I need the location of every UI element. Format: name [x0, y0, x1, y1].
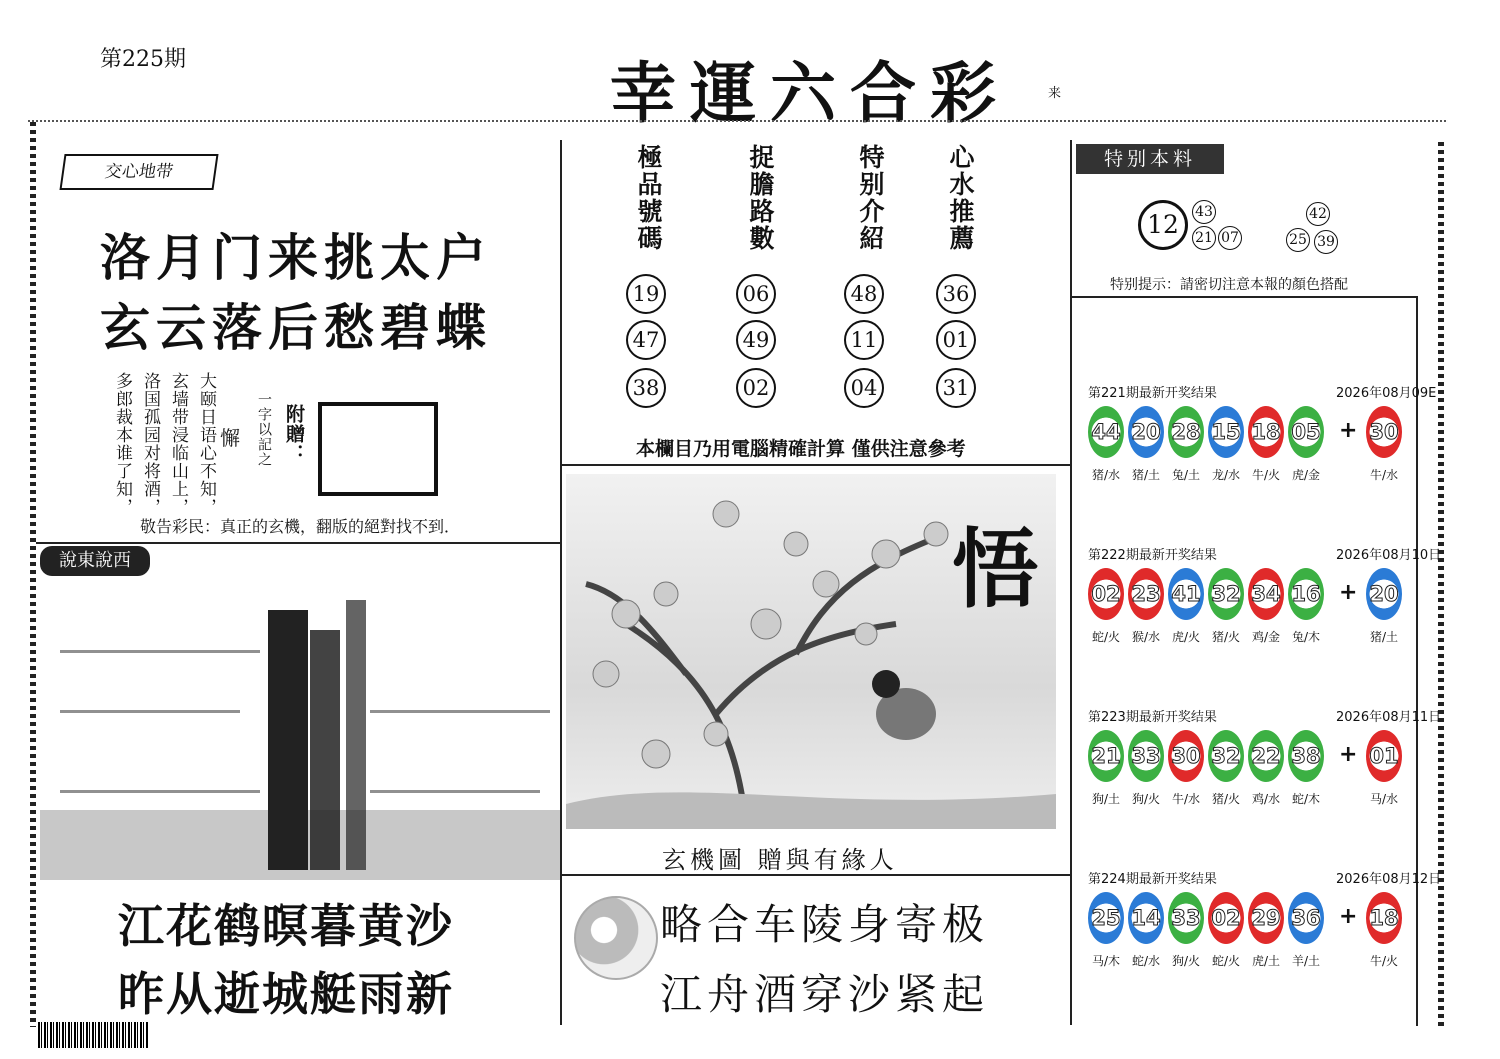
zodiac-label: 狗/火	[1131, 792, 1161, 806]
column-number: 36	[936, 274, 976, 314]
zodiac-label: 兔/木	[1291, 630, 1321, 644]
lottery-ball: 18	[1248, 406, 1284, 458]
column-header-4: 心水推薦	[946, 144, 975, 252]
painting-character: 悟	[952, 519, 1038, 620]
special-number: 42	[1306, 202, 1330, 226]
lottery-ball: 28	[1168, 406, 1204, 458]
poem-line-1: 洛月门来挑太户	[100, 228, 492, 287]
barcode	[38, 1022, 148, 1048]
column-header-1: 極品號碼	[634, 144, 663, 252]
issue-number: 第225期	[100, 47, 186, 72]
special-main-number: 12	[1138, 200, 1188, 250]
column-number: 31	[936, 368, 976, 408]
notice-text: 敬告彩民：真正的玄機，翻版的絕對找不到．	[140, 517, 461, 536]
lottery-ball: 02	[1208, 892, 1244, 944]
column-number: 47	[626, 320, 666, 360]
lower-poem-line-2: 昨从逝城艇雨新	[118, 967, 454, 1021]
lottery-ball: 15	[1208, 406, 1244, 458]
zodiac-label: 虎/火	[1171, 630, 1201, 644]
poem-line-2: 玄云落后愁碧蝶	[100, 298, 492, 357]
riddle-col-1: 大颐日语心不知，	[196, 372, 216, 516]
column-header-3: 特别介紹	[856, 144, 885, 252]
plus-sign: +	[1339, 904, 1358, 929]
zodiac-label: 虎/金	[1291, 468, 1321, 482]
lottery-ball: 30	[1168, 730, 1204, 782]
lottery-ball: 05	[1288, 406, 1324, 458]
lottery-ball: 22	[1248, 730, 1284, 782]
special-ball: 30	[1366, 406, 1402, 458]
zodiac-label: 蛇/水	[1131, 954, 1161, 968]
divider	[562, 874, 1070, 876]
lottery-ball: 29	[1248, 892, 1284, 944]
special-zodiac-label: 马/水	[1369, 792, 1399, 806]
plus-sign: +	[1339, 742, 1358, 767]
special-ball: 18	[1366, 892, 1402, 944]
zodiac-label: 狗/火	[1171, 954, 1201, 968]
zodiac-label: 龙/水	[1211, 468, 1241, 482]
lower-poem-line-1: 江花鹤暝暮黄沙	[118, 899, 454, 953]
riddle-col-3: 洛国孤园对将酒，	[140, 372, 160, 516]
column-number: 38	[626, 368, 666, 408]
left-border	[30, 122, 36, 1027]
special-zodiac-label: 猪/土	[1369, 630, 1399, 644]
column-number: 19	[626, 274, 666, 314]
zodiac-label: 蛇/火	[1091, 630, 1121, 644]
section-tag-talk: 說東說西	[40, 546, 150, 576]
column-number: 02	[736, 368, 776, 408]
lottery-ball: 23	[1128, 568, 1164, 620]
zodiac-label: 猴/水	[1131, 630, 1161, 644]
zodiac-label: 猪/火	[1211, 792, 1241, 806]
special-number: 25	[1286, 228, 1310, 252]
divider	[1416, 296, 1418, 1026]
lottery-ball: 21	[1088, 730, 1124, 782]
zodiac-label: 蛇/火	[1211, 954, 1241, 968]
plus-sign: +	[1339, 418, 1358, 443]
zodiac-label: 鸡/金	[1251, 630, 1281, 644]
draw-title: 第221期最新开奖结果	[1088, 386, 1217, 401]
lottery-ball: 41	[1168, 568, 1204, 620]
painting-caption: 玄機圖 贈與有緣人	[662, 846, 898, 874]
attach-label: 附贈：	[283, 404, 305, 464]
divider	[36, 542, 562, 544]
riddle-col-4: 多郎裁本谁了知，	[112, 372, 132, 516]
lottery-ball: 02	[1088, 568, 1124, 620]
mid-poem-line-2: 江舟酒穿沙紧起	[660, 970, 990, 1019]
side-note: 一字以記之	[256, 392, 272, 467]
divider	[560, 140, 562, 1025]
special-number: 39	[1314, 230, 1338, 254]
column-number: 06	[736, 274, 776, 314]
zodiac-label: 猪/火	[1211, 630, 1241, 644]
zodiac-label: 牛/火	[1251, 468, 1281, 482]
special-ball: 01	[1366, 730, 1402, 782]
zodiac-label: 马/木	[1091, 954, 1121, 968]
section-tag-heart: 交心地带	[59, 154, 218, 190]
lottery-ball: 33	[1128, 730, 1164, 782]
page-title: 幸運六合彩	[610, 54, 1010, 132]
column-number: 49	[736, 320, 776, 360]
column-number: 04	[844, 368, 884, 408]
zodiac-label: 猪/水	[1091, 468, 1121, 482]
lottery-ball: 36	[1288, 892, 1324, 944]
attach-box	[318, 402, 438, 496]
right-border	[1438, 142, 1444, 1027]
zodiac-label: 猪/土	[1131, 468, 1161, 482]
column-number: 01	[936, 320, 976, 360]
special-ball: 20	[1366, 568, 1402, 620]
lottery-ball: 34	[1248, 568, 1284, 620]
lottery-ball: 25	[1088, 892, 1124, 944]
lottery-ball: 32	[1208, 730, 1244, 782]
side-word: 懈	[220, 426, 240, 450]
scanned-text-block	[40, 590, 560, 880]
riddle-col-2: 玄墙带浸临山上，	[168, 372, 188, 516]
plus-sign: +	[1339, 580, 1358, 605]
zodiac-label: 兔/土	[1171, 468, 1201, 482]
column-number: 11	[844, 320, 884, 360]
special-number: 07	[1218, 226, 1242, 250]
special-hint: 特别提示：請密切注意本報的顏色搭配	[1110, 277, 1348, 293]
computation-note: 本欄目乃用電腦精確計算 僅供注意參考	[636, 438, 966, 460]
special-zodiac-label: 牛/火	[1369, 954, 1399, 968]
draw-title: 第223期最新开奖结果	[1088, 710, 1217, 725]
column-number: 48	[844, 274, 884, 314]
column-header-2: 捉膽路數	[746, 144, 775, 252]
divider	[1070, 140, 1072, 1025]
draw-date: 2026年08月11日	[1336, 710, 1442, 725]
special-number: 21	[1192, 226, 1216, 250]
lottery-ball: 14	[1128, 892, 1164, 944]
zodiac-label: 羊/土	[1291, 954, 1321, 968]
zodiac-label: 牛/水	[1171, 792, 1201, 806]
lottery-ball: 32	[1208, 568, 1244, 620]
lottery-ball: 38	[1288, 730, 1324, 782]
draw-date: 2026年08月09E	[1336, 386, 1437, 401]
yinyang-icon	[574, 896, 658, 980]
zodiac-label: 蛇/木	[1291, 792, 1321, 806]
draw-date: 2026年08月12日	[1336, 872, 1442, 887]
divider	[1072, 296, 1418, 298]
zodiac-label: 狗/土	[1091, 792, 1121, 806]
lottery-ball: 44	[1088, 406, 1124, 458]
mid-poem-line-1: 略合车陵身寄极	[660, 900, 990, 949]
draw-title: 第224期最新开奖结果	[1088, 872, 1217, 887]
zodiac-label: 虎/土	[1251, 954, 1281, 968]
special-tag: 特别本料	[1076, 144, 1224, 174]
lottery-ball: 16	[1288, 568, 1324, 620]
special-zodiac-label: 牛/水	[1369, 468, 1399, 482]
title-suffix: 来	[1048, 86, 1062, 101]
special-number: 43	[1192, 200, 1216, 224]
divider	[562, 464, 1070, 466]
draw-title: 第222期最新开奖结果	[1088, 548, 1217, 563]
draw-date: 2026年08月10日	[1336, 548, 1442, 563]
lottery-ball: 20	[1128, 406, 1164, 458]
zodiac-label: 鸡/水	[1251, 792, 1281, 806]
lottery-ball: 33	[1168, 892, 1204, 944]
